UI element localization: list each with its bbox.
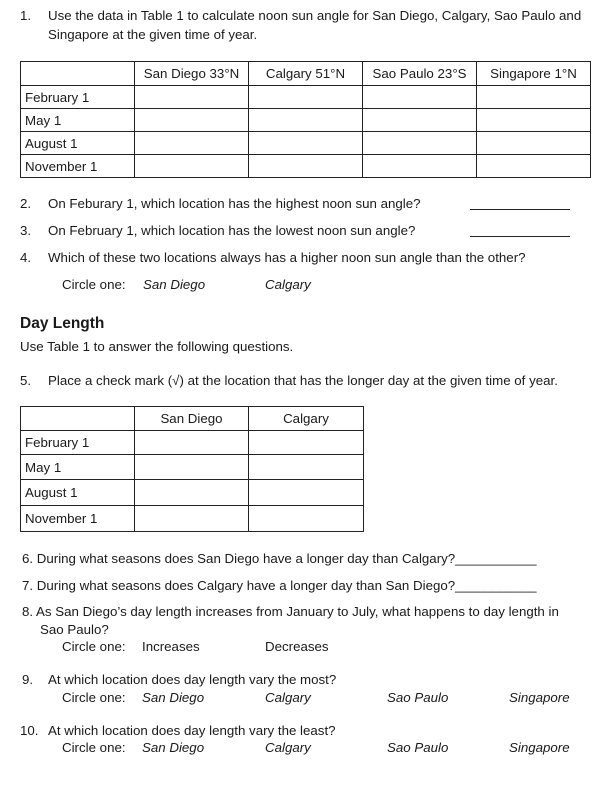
table1-answer-cell[interactable]	[363, 132, 477, 155]
q6-text: 6. During what seasons does San Diego have a longer day than Calgary?___________	[22, 551, 537, 566]
q2-number: 2.	[20, 196, 32, 211]
table2-header-san-diego: San Diego	[135, 407, 249, 431]
q5-number: 5.	[20, 373, 32, 388]
table2-check-cell[interactable]	[249, 431, 364, 455]
q1-text-line2: Singapore at the given time of year.	[48, 27, 258, 42]
table1-answer-cell[interactable]	[135, 132, 249, 155]
q9-option-san-diego[interactable]: San Diego	[142, 690, 205, 705]
q10-option-calgary[interactable]: Calgary	[265, 740, 311, 755]
table1-answer-cell[interactable]	[477, 132, 591, 155]
table1-answer-cell[interactable]	[249, 132, 363, 155]
q3-number: 3.	[20, 223, 32, 238]
table2-check-cell[interactable]	[135, 431, 249, 455]
q10-text: At which location does day length vary the least?	[48, 723, 336, 738]
table2-check-cell[interactable]	[249, 506, 364, 532]
table1-answer-cell[interactable]	[135, 155, 249, 178]
table1-answer-cell[interactable]	[363, 155, 477, 178]
table2-check-cell[interactable]	[135, 506, 249, 532]
q9-number: 9.	[22, 672, 34, 687]
table2-check-cell[interactable]	[249, 455, 364, 480]
table2-row-label: May 1	[21, 455, 135, 480]
table2-row-label: November 1	[21, 506, 135, 532]
table1-header-calgary: Calgary 51°N	[249, 62, 363, 86]
q8-line1: 8. As San Diego’s day length increases from January to July, what happens to day length in	[22, 604, 559, 619]
day-length-intro: Use Table 1 to answer the following questions.	[20, 339, 294, 354]
q7-text: 7. During what seasons does Calgary have a longer day than San Diego?___________	[22, 578, 537, 593]
table1-answer-cell[interactable]	[249, 86, 363, 109]
q8-circle-label: Circle one:	[62, 639, 126, 654]
table2-row-label: February 1	[21, 431, 135, 455]
q5-text: Place a check mark (√) at the location that has the longer day at the given time of year.	[48, 373, 558, 388]
q9-circle-label: Circle one:	[62, 690, 126, 705]
q1-number: 1.	[20, 8, 32, 23]
q8-line2: Sao Paulo?	[40, 622, 109, 637]
q10-number: 10.	[20, 723, 39, 738]
q10-circle-label: Circle one:	[62, 740, 126, 755]
table2-corner-cell	[21, 407, 135, 431]
q4-option-san-diego[interactable]: San Diego	[143, 277, 206, 292]
table1-answer-cell[interactable]	[477, 109, 591, 132]
day-length-heading: Day Length	[20, 315, 105, 332]
table1-answer-cell[interactable]	[249, 155, 363, 178]
table1-answer-cell[interactable]	[135, 86, 249, 109]
day-length-table	[20, 406, 364, 532]
q3-text: On February 1, which location has the lowest noon sun angle?	[48, 223, 416, 238]
table1-row-label: February 1	[21, 86, 135, 109]
q4-number: 4.	[20, 250, 32, 265]
noon-sun-angle-table	[20, 61, 591, 178]
table1-answer-cell[interactable]	[477, 155, 591, 178]
table1-header-singapore: Singapore 1°N	[477, 62, 591, 86]
q4-circle-label: Circle one:	[62, 277, 126, 292]
table1-row-label: May 1	[21, 109, 135, 132]
q10-option-san-diego[interactable]: San Diego	[142, 740, 205, 755]
q8-option-increases[interactable]: Increases	[142, 639, 200, 654]
table2-check-cell[interactable]	[249, 480, 364, 506]
q9-option-calgary[interactable]: Calgary	[265, 690, 311, 705]
table2-row-label: August 1	[21, 480, 135, 506]
q9-option-singapore[interactable]: Singapore	[509, 690, 570, 705]
q1-text-line1: Use the data in Table 1 to calculate noon sun angle for San Diego, Calgary, Sao Paulo and	[48, 8, 582, 23]
table1-answer-cell[interactable]	[249, 109, 363, 132]
q2-answer-blank[interactable]	[470, 209, 570, 210]
table2-check-cell[interactable]	[135, 480, 249, 506]
table1-answer-cell[interactable]	[477, 86, 591, 109]
q9-option-sao-paulo[interactable]: Sao Paulo	[387, 690, 449, 705]
q4-text: Which of these two locations always has a higher noon sun angle than the other?	[48, 250, 526, 265]
table1-header-sao-paulo: Sao Paulo 23°S	[363, 62, 477, 86]
q4-option-calgary[interactable]: Calgary	[265, 277, 311, 292]
table1-answer-cell[interactable]	[363, 109, 477, 132]
q10-option-singapore[interactable]: Singapore	[509, 740, 570, 755]
q8-option-decreases[interactable]: Decreases	[265, 639, 329, 654]
table1-row-label: November 1	[21, 155, 135, 178]
q2-text: On Feburary 1, which location has the highest noon sun angle?	[48, 196, 421, 211]
table1-answer-cell[interactable]	[135, 109, 249, 132]
q9-text: At which location does day length vary the most?	[48, 672, 337, 687]
q10-option-sao-paulo[interactable]: Sao Paulo	[387, 740, 449, 755]
table2-check-cell[interactable]	[135, 455, 249, 480]
q3-answer-blank[interactable]	[470, 236, 570, 237]
table1-row-label: August 1	[21, 132, 135, 155]
table2-header-calgary: Calgary	[249, 407, 364, 431]
table1-answer-cell[interactable]	[363, 86, 477, 109]
table1-corner-cell	[21, 62, 135, 86]
table1-header-san-diego: San Diego 33°N	[135, 62, 249, 86]
